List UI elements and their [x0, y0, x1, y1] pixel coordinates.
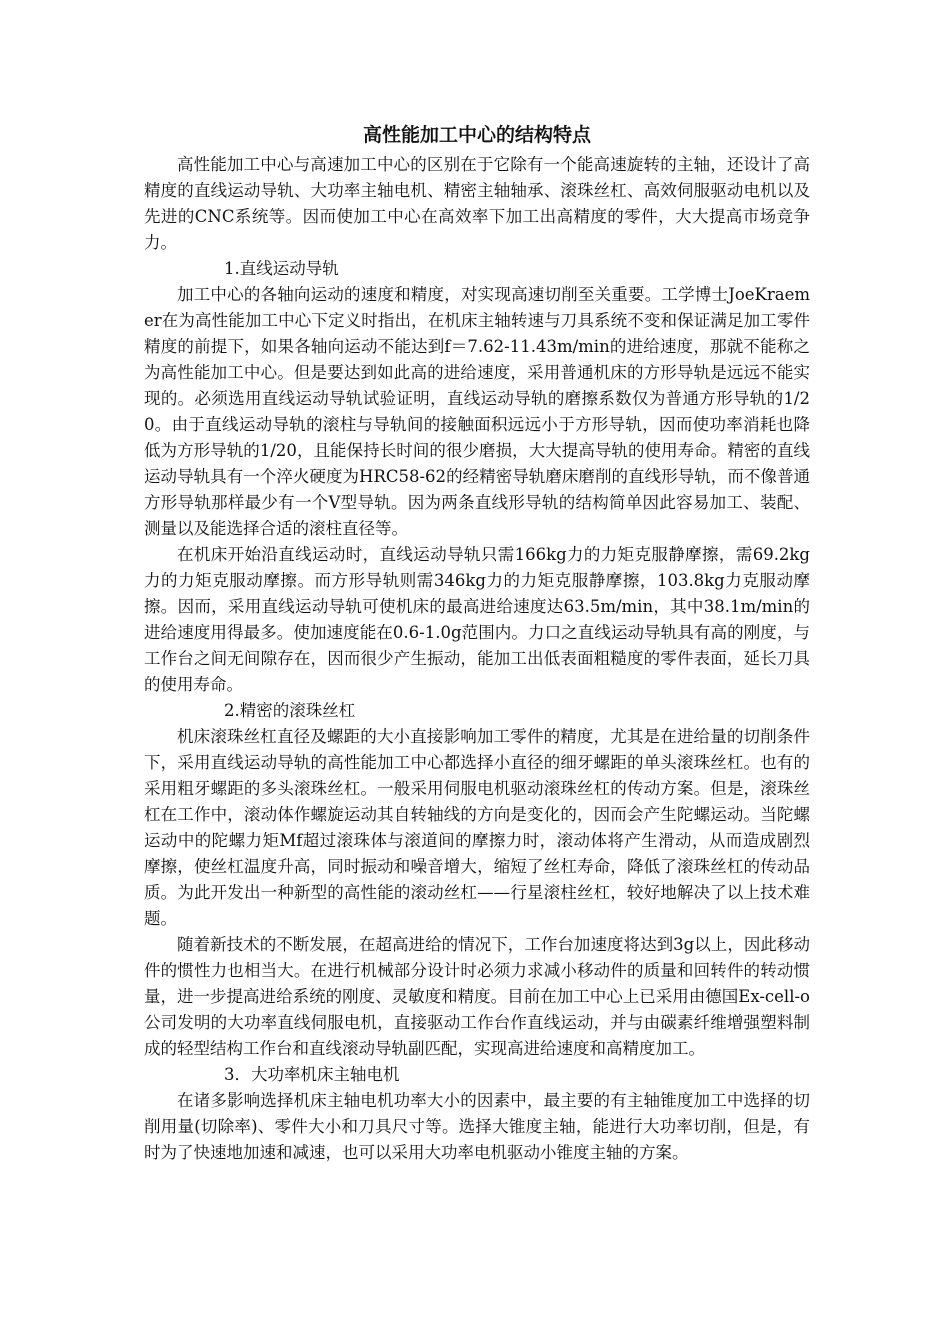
document-title: 高性能加工中心的结构特点 — [362, 124, 591, 146]
paragraph: 在机床开始沿直线运动时，直线运动导轨只需166kg力的力矩克服静摩擦，需69.2kg力的力矩克服动摩擦。而方形导轨则需346kg力的力矩克服静摩擦，103.8kg力克服动摩擦。因而，采用直线运动导轨可使机床的最高进给速度达63.5m/min，其中38.1m/min的进给速度用得最多。使加速度能在0.6-1.0g范围内。力口之直线运动导轨具有高的刚度，与工作台之间无间隙存在，因而很少产生振动，能加工出低表面粗糙度的零件表面，延长刀具的使用寿命。 — [144, 545, 810, 694]
document-body — [144, 120, 810, 1166]
paragraph: 加工中心的各轴向运动的速度和精度，对实现高速切削至关重要。工学博士JoeKraemer在为高性能加工中心下定义时指出，在机床主轴转速与刀具系统不变和保证满足加工零件精度的前提下，如果各轴向运动不能达到f＝7.62-11.43m/min的进给速度，那就不能称之为高性能加工中心。但是要达到如此高的进给速度，采用普通机床的方形导轨是远远不能实现的。必须选用直线运动导轨试验证明，直线运动导轨的磨擦系数仅为普通方形导轨的1/20。由于直线运动导轨的滚柱与导轨间的接触面积远远小于方形导轨，因而使功率消耗也降低为方形导轨的1/20，且能保持长时间的很少磨损，大大提高导轨的使用寿命。精密的直线运动导轨具有一个淬火硬度为HRC58-62的经精密导轨磨床磨削的直线形导轨，而不像普通方形导轨那样最少有一个V型导轨。因为两条直线形导轨的结构简单因此容易加工、装配、测量以及能选择合适的滚柱直径等。 — [144, 285, 810, 538]
section-heading-spindle-motor: 3．大功率机床主轴电机 — [224, 1065, 400, 1084]
section-heading-ball-screw: 2.精密的滚珠丝杠 — [224, 701, 356, 720]
section-heading-linear-guide: 1.直线运动导轨 — [224, 259, 339, 278]
paragraph: 在诸多影响选择机床主轴电机功率大小的因素中，最主要的有主轴锥度加工中选择的切削用量(切除率)、零件大小和刀具尺寸等。选择大锥度主轴，能进行大功率切削，但是，有时为了快速地加速和减速，也可以采用大功率电机驱动小锥度主轴的方案。 — [144, 1091, 810, 1162]
paragraph: 机床滚珠丝杠直径及螺距的大小直接影响加工零件的精度，尤其是在进给量的切削条件下，采用直线运动导轨的高性能加工中心都选择小直径的细牙螺距的单头滚珠丝杠。也有的采用粗牙螺距的多头滚珠丝杠。一般采用伺服电机驱动滚珠丝杠的传动方案。但是，滚珠丝杠在工作中，滚动体作螺旋运动其自转轴线的方向是变化的，因而会产生陀螺运动。当陀螺运动中的陀螺力矩Mf超过滚珠体与滚道间的摩擦力时，滚动体将产生滑动，从而造成剧烈摩擦，使丝杠温度升高，同时振动和噪音增大，缩短了丝杠寿命，降低了滚珠丝杠的传动品质。为此开发出一种新型的高性能的滚动丝杠——行星滚柱丝杠，较好地解决了以上技术难题。 — [144, 727, 810, 928]
intro-paragraph: 高性能加工中心与高速加工中心的区别在于它除有一个能高速旋转的主轴，还设计了高精度的直线运动导轨、大功率主轴电机、精密主轴轴承、滚珠丝杠、高效伺服驱动电机以及先进的CNC系统等。因而使加工中心在高效率下加工出高精度的零件，大大提高市场竞争力。 — [144, 155, 810, 252]
paragraph: 随着新技术的不断发展，在超高进给的情况下，工作台加速度将达到3g以上，因此移动件的惯性力也相当大。在进行机械部分设计时必须力求减小移动件的质量和回转件的转动惯量，进一步提高进给系统的刚度、灵敏度和精度。目前在加工中心上已采用由德国Ex-cell-o公司发明的大功率直线伺服电机，直接驱动工作台作直线运动，并与由碳素纤维增强塑料制成的轻型结构工作台和直线滚动导轨副匹配，实现高进给速度和高精度加工。 — [144, 935, 810, 1058]
